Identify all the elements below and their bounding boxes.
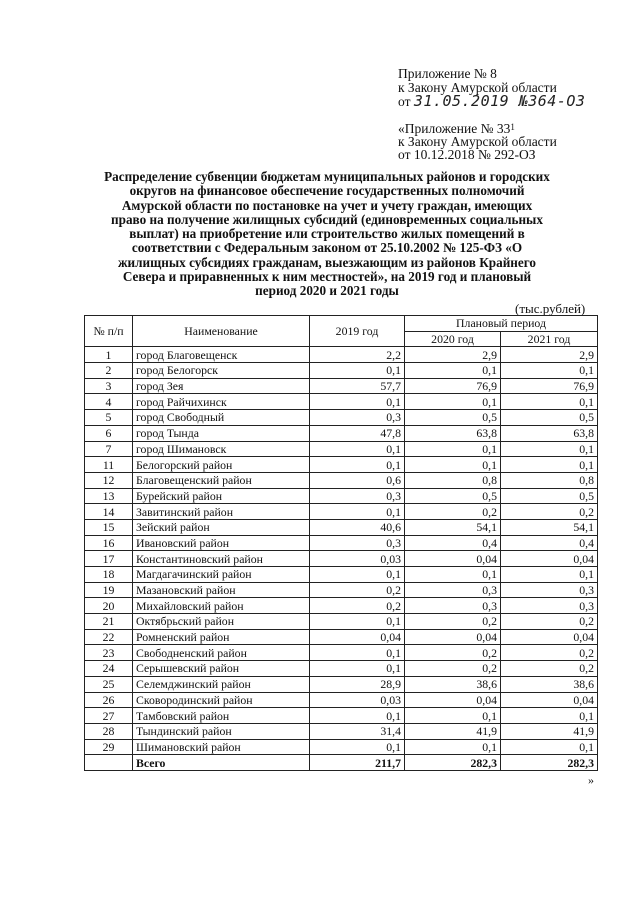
table-row [85, 551, 598, 567]
row-num: 7 [85, 441, 133, 457]
row-num: 21 [85, 614, 133, 630]
row-name: Сковородинский район [133, 692, 310, 708]
row-num: 20 [85, 598, 133, 614]
row-name: Ромненский район [133, 629, 310, 645]
row-2021: 2,9 [501, 347, 598, 363]
table-row [85, 488, 598, 504]
row-2021: 0,2 [501, 661, 598, 677]
row-2021: 0,3 [501, 582, 598, 598]
row-2020: 76,9 [405, 378, 501, 394]
row-2020: 0,5 [405, 488, 501, 504]
row-2021: 0,1 [501, 394, 598, 410]
row-num: 29 [85, 739, 133, 755]
row-2021: 0,1 [501, 567, 598, 583]
row-2019: 0,03 [310, 692, 405, 708]
quote-date-line: от 10.12.2018 № 292-ОЗ [398, 147, 536, 162]
row-num: 19 [85, 582, 133, 598]
row-2020: 0,5 [405, 410, 501, 426]
row-2020: 0,2 [405, 614, 501, 630]
row-2021: 76,9 [501, 378, 598, 394]
row-num: 5 [85, 410, 133, 426]
row-num: 14 [85, 504, 133, 520]
row-2021: 0,1 [501, 708, 598, 724]
row-name: Селемджинский район [133, 676, 310, 692]
col-num-header: № п/п [85, 316, 133, 347]
table-row [85, 347, 598, 363]
appendix-line: Приложение № 8 [398, 66, 497, 81]
table-row [85, 441, 598, 457]
row-num: 23 [85, 645, 133, 661]
row-num: 16 [85, 535, 133, 551]
row-2021: 0,1 [501, 739, 598, 755]
table-row [85, 378, 598, 394]
row-2020: 54,1 [405, 519, 501, 535]
col-2021-header: 2021 год [501, 331, 598, 347]
row-name: город Тында [133, 425, 310, 441]
row-2020: 0,1 [405, 441, 501, 457]
table-row [85, 629, 598, 645]
row-name: Тындинский район [133, 723, 310, 739]
row-num: 25 [85, 676, 133, 692]
date-line [398, 94, 585, 109]
row-name: Серышевский район [133, 661, 310, 677]
row-2021: 0,8 [501, 472, 598, 488]
table-row [85, 661, 598, 677]
row-name: город Зея [133, 378, 310, 394]
row-num: 22 [85, 629, 133, 645]
row-2021: 41,9 [501, 723, 598, 739]
row-2020: 0,2 [405, 661, 501, 677]
row-2020: 0,1 [405, 457, 501, 473]
total-2019: 211,7 [310, 755, 405, 771]
row-2021: 63,8 [501, 425, 598, 441]
law-line: к Закону Амурской области [398, 80, 557, 95]
units-label: (тыс.рублей) [515, 301, 586, 316]
row-2019: 0,1 [310, 614, 405, 630]
row-name: Тамбовский район [133, 708, 310, 724]
row-2021: 54,1 [501, 519, 598, 535]
row-2020: 0,1 [405, 394, 501, 410]
row-2021: 0,2 [501, 504, 598, 520]
table-row [85, 425, 598, 441]
col-2019-header: 2019 год [310, 316, 405, 347]
table-row [85, 394, 598, 410]
table-row [85, 708, 598, 724]
date-prefix: от [398, 94, 411, 109]
row-2019: 0,1 [310, 441, 405, 457]
col-plan-header: Плановый период [405, 316, 598, 332]
total-label: Всего [133, 755, 310, 771]
document-title: Распределение субвенции бюджетам муниципальных районов и городских округов на финансовое обеспечение государственных полномочий Амурской области по постановке на учет и учету граждан, имеющих право на получение жилищных субсидий (единовременных социальных выплат) на приобретение или строительство жилых помещений в соответствии с Федеральным законом от 25.10.2002 № 125-ФЗ «О жилищных субсидиях гражданам, выезжающим из районов Крайнего Севера и приравненных к ним местностей», на 2019 год и плановый период 2020 и 2021 годы [104, 169, 550, 299]
row-num: 12 [85, 472, 133, 488]
row-2021: 0,2 [501, 645, 598, 661]
row-2021: 0,04 [501, 629, 598, 645]
row-2020: 0,3 [405, 598, 501, 614]
row-num: 2 [85, 363, 133, 379]
row-name: Благовещенский район [133, 472, 310, 488]
row-2020: 41,9 [405, 723, 501, 739]
row-2019: 0,1 [310, 739, 405, 755]
quote-appendix-sup: 1 [510, 122, 515, 132]
row-2020: 0,04 [405, 551, 501, 567]
row-name: Мазановский район [133, 582, 310, 598]
row-name: Михайловский район [133, 598, 310, 614]
col-name-header: Наименование [133, 316, 310, 347]
row-2021: 38,6 [501, 676, 598, 692]
row-num: 3 [85, 378, 133, 394]
table-row [85, 723, 598, 739]
row-num: 1 [85, 347, 133, 363]
row-name: Зейский район [133, 519, 310, 535]
row-num: 24 [85, 661, 133, 677]
row-2019: 0,1 [310, 457, 405, 473]
row-2021: 0,2 [501, 614, 598, 630]
row-2019: 2,2 [310, 347, 405, 363]
row-2019: 0,1 [310, 567, 405, 583]
quote-law-line: к Закону Амурской области [398, 134, 557, 149]
row-2019: 31,4 [310, 723, 405, 739]
table-row [85, 363, 598, 379]
closing-quote: » [588, 773, 594, 787]
row-2021: 0,1 [501, 457, 598, 473]
subvention-table [84, 315, 598, 771]
row-2019: 0,3 [310, 488, 405, 504]
row-num: 17 [85, 551, 133, 567]
row-2019: 0,6 [310, 472, 405, 488]
row-2020: 0,1 [405, 739, 501, 755]
row-num: 13 [85, 488, 133, 504]
row-name: город Белогорск [133, 363, 310, 379]
row-num: 26 [85, 692, 133, 708]
row-2020: 0,04 [405, 692, 501, 708]
table-row [85, 598, 598, 614]
table-header-row [85, 316, 598, 332]
total-2020: 282,3 [405, 755, 501, 771]
row-name: Константиновский район [133, 551, 310, 567]
row-name: Октябрьский район [133, 614, 310, 630]
row-name: город Благовещенск [133, 347, 310, 363]
row-2019: 0,1 [310, 645, 405, 661]
row-name: Белогорский район [133, 457, 310, 473]
row-2021: 0,1 [501, 441, 598, 457]
table-row [85, 504, 598, 520]
row-2019: 0,3 [310, 410, 405, 426]
row-2021: 0,3 [501, 598, 598, 614]
row-2019: 0,1 [310, 394, 405, 410]
row-2019: 47,8 [310, 425, 405, 441]
row-name: Шимановский район [133, 739, 310, 755]
row-2020: 0,1 [405, 363, 501, 379]
row-2020: 38,6 [405, 676, 501, 692]
row-2021: 0,04 [501, 692, 598, 708]
row-2020: 0,2 [405, 645, 501, 661]
row-2019: 0,03 [310, 551, 405, 567]
row-name: Завитинский район [133, 504, 310, 520]
table-row [85, 519, 598, 535]
table-row [85, 739, 598, 755]
row-2020: 0,1 [405, 567, 501, 583]
row-num: 15 [85, 519, 133, 535]
row-2019: 0,2 [310, 582, 405, 598]
row-num: 18 [85, 567, 133, 583]
table-row [85, 676, 598, 692]
row-2020: 0,04 [405, 629, 501, 645]
table-row [85, 567, 598, 583]
row-num: 28 [85, 723, 133, 739]
total-row [85, 755, 598, 771]
table-row [85, 582, 598, 598]
col-2020-header: 2020 год [405, 331, 501, 347]
quote-appendix-text: «Приложение № 33 [398, 121, 511, 136]
row-2019: 0,1 [310, 363, 405, 379]
row-num: 27 [85, 708, 133, 724]
row-name: город Свободный [133, 410, 310, 426]
row-2020: 2,9 [405, 347, 501, 363]
row-2020: 0,1 [405, 708, 501, 724]
row-2020: 0,3 [405, 582, 501, 598]
row-2019: 57,7 [310, 378, 405, 394]
table-row [85, 535, 598, 551]
row-name: Свободненский район [133, 645, 310, 661]
row-2019: 40,6 [310, 519, 405, 535]
table-row [85, 645, 598, 661]
row-2020: 0,2 [405, 504, 501, 520]
table-row [85, 472, 598, 488]
row-2021: 0,04 [501, 551, 598, 567]
row-2021: 0,5 [501, 410, 598, 426]
table-row [85, 614, 598, 630]
row-num: 11 [85, 457, 133, 473]
row-name: город Шимановск [133, 441, 310, 457]
row-num: 6 [85, 425, 133, 441]
row-2019: 0,04 [310, 629, 405, 645]
total-num-cell [85, 755, 133, 771]
table-row [85, 410, 598, 426]
row-name: Бурейский район [133, 488, 310, 504]
row-2019: 0,1 [310, 708, 405, 724]
row-2020: 0,8 [405, 472, 501, 488]
handwritten-date: 31.05.2019 №364-ОЗ [413, 92, 586, 110]
row-2019: 28,9 [310, 676, 405, 692]
row-name: город Райчихинск [133, 394, 310, 410]
table-row [85, 457, 598, 473]
row-2021: 0,5 [501, 488, 598, 504]
row-2019: 0,3 [310, 535, 405, 551]
row-2019: 0,1 [310, 504, 405, 520]
table-row [85, 692, 598, 708]
row-2019: 0,2 [310, 598, 405, 614]
row-2020: 0,4 [405, 535, 501, 551]
row-2021: 0,1 [501, 363, 598, 379]
row-2019: 0,1 [310, 661, 405, 677]
row-2020: 63,8 [405, 425, 501, 441]
row-name: Ивановский район [133, 535, 310, 551]
row-2021: 0,4 [501, 535, 598, 551]
row-name: Магдагачинский район [133, 567, 310, 583]
row-num: 4 [85, 394, 133, 410]
total-2021: 282,3 [501, 755, 598, 771]
